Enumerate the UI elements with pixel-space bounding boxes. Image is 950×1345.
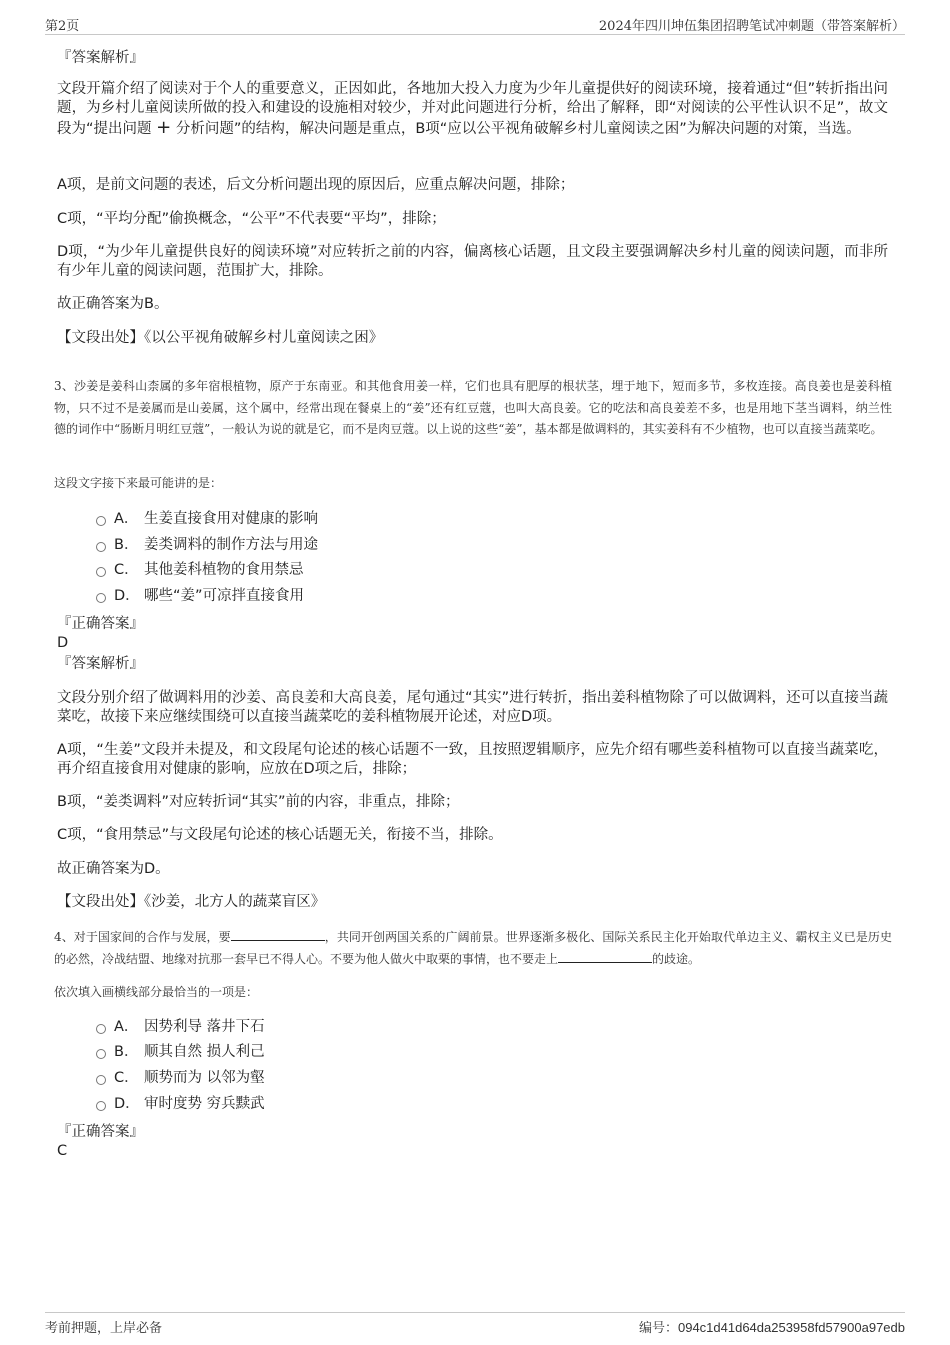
q4-answer: C	[57, 1143, 68, 1159]
q4-stem: 4、对于国家间的合作与发展，要 ，共同开创两国关系的广阔前景。世界逐渐多极化、国际关系民主化开始取代单边主义、霸权主义已是历史的必然，冷战结盟、地缘对抗那一套早已不得人心。不要为他人做火中取栗的事情，也不要走上 的歧途。	[54, 930, 892, 966]
q3-source: 【文段出处】《沙姜，北方人的蔬菜盲区》	[57, 894, 326, 910]
radio-icon[interactable]	[96, 1101, 106, 1111]
q2-analysis-paragraph-1: 文段开篇介绍了阅读对于个人的重要意义，正因如此，各地加大投入力度为少年儿童提供好的阅读环境，接着通过“但”转折指出问题，为乡村儿童阅读所做的投入和建设的设施相对较少，并对此问题进行分析，给出了解释，即“对阅读的公平性认识不足”，故文段为“提出问题 + 分析问题”的结构，解决问题是重点，B项“应以公平视角破解乡村儿童阅读之困”为解决问题的对策，当选。	[57, 81, 888, 138]
q3-analysis-paragraph-3: B项，“姜类调料”对应转折词“其实”前的内容，非重点，排除；	[57, 794, 460, 810]
radio-icon[interactable]	[96, 1049, 106, 1059]
radio-icon[interactable]	[96, 542, 106, 552]
q3-question: 这段文字接下来最可能讲的是：	[54, 476, 223, 490]
q3-analysis-label: 『答案解析』	[57, 656, 144, 672]
q4-answer-label: 『正确答案』	[57, 1124, 144, 1140]
q2-analysis-label: 『答案解析』	[57, 50, 144, 66]
page-footer	[45, 1312, 905, 1335]
fill-blank-2[interactable]	[558, 950, 652, 963]
plus-sign: +	[156, 117, 172, 138]
page-header	[45, 14, 905, 35]
document-title: 2024年四川坤伍集团招聘笔试冲刺题（带答案解析）	[598, 19, 905, 34]
q3-answer: D	[57, 635, 69, 651]
q3-answer-label: 『正确答案』	[57, 616, 144, 632]
q3-option-c[interactable]: C． 其他姜科植物的食用禁忌	[96, 560, 304, 580]
q3-conclusion: 故正确答案为D。	[57, 861, 170, 877]
q2-source: 【文段出处】《以公平视角破解乡村儿童阅读之困》	[57, 330, 384, 346]
q3-option-b[interactable]: B． 姜类调料的制作方法与用途	[96, 535, 318, 555]
radio-icon[interactable]	[96, 1024, 106, 1034]
q3-stem: 3、沙姜是姜科山柰属的多年宿根植物，原产于东南亚。和其他食用姜一样，它们也具有肥厚的根状茎，埋于地下，短而多节，多枚连接。高良姜也是姜科植物，只不过不是姜属而是山姜属，这个属中，经常出现在餐桌上的“姜”还有红豆蔻，也叫大高良姜。它的吃法和高良姜差不多，也是用地下茎当调料，纳兰性德的词作中“肠断月明红豆蔻”，一般认为说的就是它，而不是肉豆蔻。以上说的这些“姜”，基本都是做调料的，其实姜科有不少植物，也可以直接当蔬菜吃。	[54, 379, 892, 436]
q4-option-c[interactable]: C． 顺势而为 以邻为壑	[96, 1068, 265, 1088]
q3-analysis-paragraph-2: A项，“生姜”文段并未提及，和文段尾句论述的核心话题不一致，且按照逻辑顺序，应先介绍有哪些姜科植物可以直接当蔬菜吃，再介绍直接食用对健康的影响，应放在D项之后，排除；	[57, 742, 888, 777]
q4-option-a[interactable]: A． 因势利导 落井下石	[96, 1017, 265, 1037]
q3-option-d[interactable]: D． 哪些“姜”可凉拌直接食用	[96, 586, 304, 606]
footer-slogan: 考前押题，上岸必备	[45, 1321, 163, 1336]
q2-conclusion: 故正确答案为B。	[57, 296, 169, 312]
q3-analysis-paragraph-4: C项，“食用禁忌”与文段尾句论述的核心话题无关，衔接不当，排除。	[57, 827, 503, 843]
radio-icon[interactable]	[96, 567, 106, 577]
q2-analysis-paragraph-4: D项，“为少年儿童提供良好的阅读环境”对应转折之前的内容，偏离核心话题，且文段主要强调解决乡村儿童的阅读问题，而非所有少年儿童的阅读问题，范围扩大，排除。	[57, 244, 888, 279]
page-number: 第2页	[45, 19, 80, 34]
q4-option-d[interactable]: D． 审时度势 穷兵黩武	[96, 1094, 265, 1114]
q3-analysis-paragraph-1: 文段分别介绍了做调料用的沙姜、高良姜和大高良姜，尾句通过“其实”进行转折，指出姜科植物除了可以做调料，还可以直接当蔬菜吃，故接下来应继续围绕可以直接当蔬菜吃的姜科植物展开论述，对应D项。	[57, 690, 888, 725]
footer-serial: 编号：094c1d41d64da253958fd57900a97edb	[638, 1320, 905, 1336]
q3-option-a[interactable]: A． 生姜直接食用对健康的影响	[96, 509, 318, 529]
q4-option-b[interactable]: B． 顺其自然 损人利己	[96, 1042, 265, 1062]
fill-blank-1[interactable]	[231, 928, 325, 941]
radio-icon[interactable]	[96, 593, 106, 603]
radio-icon[interactable]	[96, 1075, 106, 1085]
q2-analysis-paragraph-2: A项，是前文问题的表述，后文分析问题出现的原因后，应重点解决问题，排除；	[57, 177, 575, 193]
q4-question: 依次填入画横线部分最恰当的一项是：	[54, 985, 259, 999]
q2-analysis-paragraph-3: C项，“平均分配”偷换概念，“公平”不代表要“平均”，排除；	[57, 211, 446, 227]
radio-icon[interactable]	[96, 516, 106, 526]
serial-number: 094c1d41d64da253958fd57900a97edb	[677, 1320, 905, 1335]
